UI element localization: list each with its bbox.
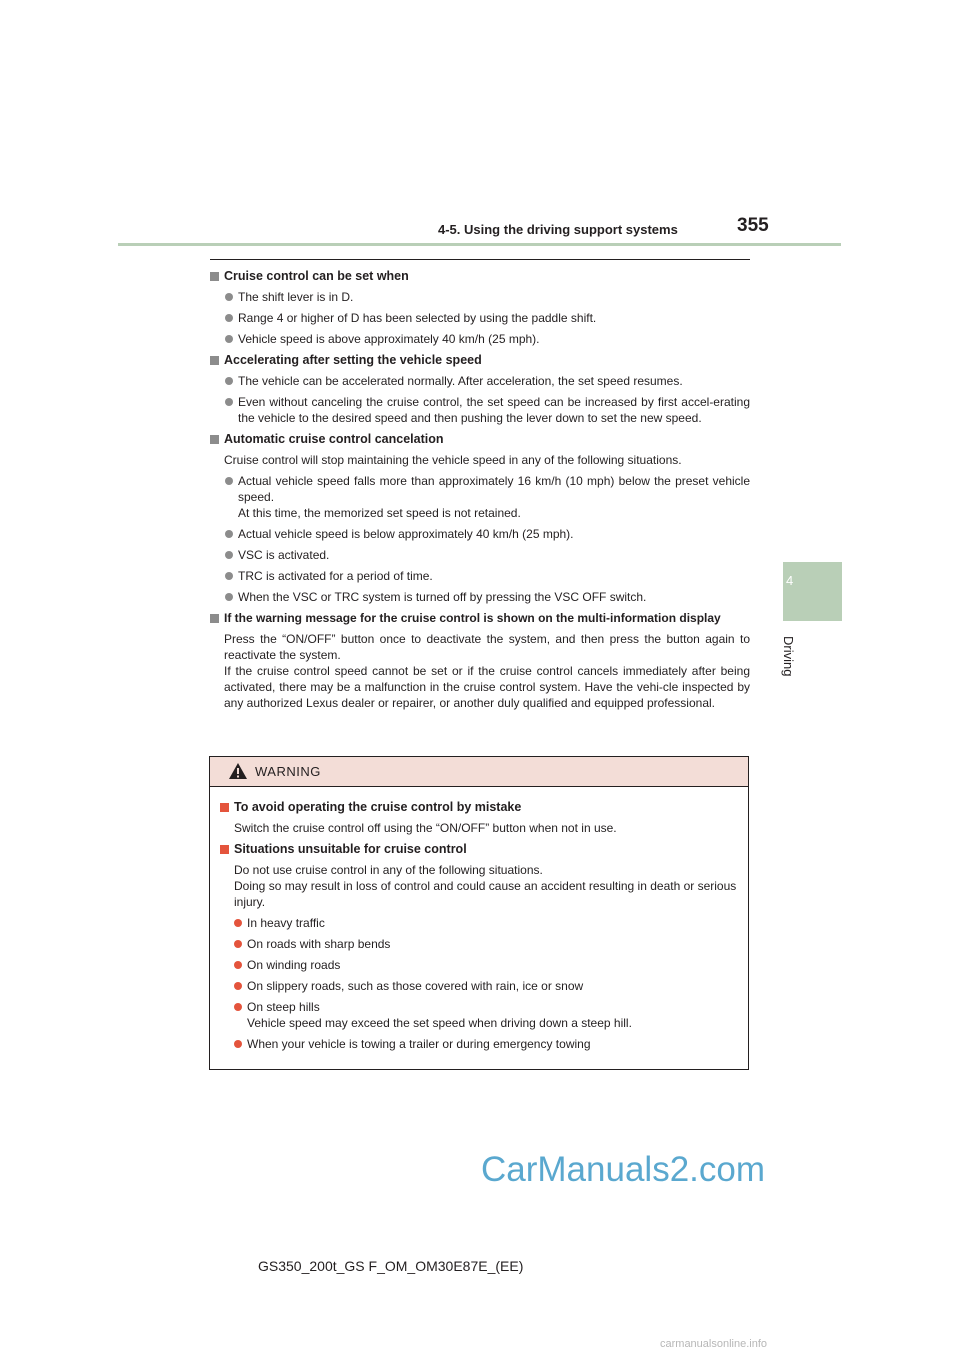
section-heading: Accelerating after setting the vehicle speed [210, 353, 750, 368]
round-bullet-icon [234, 961, 242, 969]
warning-paragraph: Do not use cruise control in any of the following situations. [234, 863, 543, 877]
square-bullet-icon [210, 435, 219, 444]
round-bullet-icon [225, 335, 233, 343]
chapter-tab [783, 562, 842, 621]
round-bullet-icon [234, 982, 242, 990]
page-number: 355 [737, 215, 769, 236]
list-item: The vehicle can be accelerated normally. After acceleration, the set speed resumes. [210, 373, 750, 389]
section-heading: Cruise control can be set when [210, 269, 750, 284]
round-bullet-icon [225, 314, 233, 322]
warning-title: WARNING [255, 764, 321, 779]
list-item: In heavy traffic [214, 915, 738, 931]
list-item: Range 4 or higher of D has been selected by using the paddle shift. [210, 310, 750, 326]
list-item: On roads with sharp bends [214, 936, 738, 952]
list-item: Vehicle speed is above approximately 40 km/h (25 mph). [210, 331, 750, 347]
list-item: On winding roads [214, 957, 738, 973]
round-bullet-icon [234, 940, 242, 948]
list-item: TRC is activated for a period of time. [210, 568, 750, 584]
list-item: Actual vehicle speed falls more than approximately 16 km/h (10 mph) below the preset vehicle speed. At this time, the memorized set speed is not retained. [210, 473, 750, 521]
main-content [210, 259, 750, 711]
list-item: On slippery roads, such as those covered with rain, ice or snow [214, 978, 738, 994]
round-bullet-icon [225, 530, 233, 538]
round-bullet-icon [225, 477, 233, 485]
warning-paragraph: Doing so may result in loss of control and could cause an accident resulting in death or serious injury. [234, 879, 737, 909]
round-bullet-icon [225, 551, 233, 559]
watermark-url: carmanualsonline.info [660, 1338, 768, 1350]
warning-body [210, 787, 748, 1052]
section-paragraph: Cruise control will stop maintaining the vehicle speed in any of the following situations. [224, 453, 682, 467]
list-item: Even without canceling the cruise control, the set speed can be increased by first accel-erating the vehicle to the desired speed and then pushing the lever down to set the new speed. [210, 394, 750, 426]
section-heading: If the warning message for the cruise control is shown on the multi-information display [210, 611, 750, 626]
list-item: VSC is activated. [210, 547, 750, 563]
bullet-note: At this time, the memorized set speed is not retained. [238, 506, 521, 520]
square-bullet-icon [220, 845, 229, 854]
round-bullet-icon [234, 1003, 242, 1011]
chapter-number: 4 [786, 573, 794, 588]
bullet-note: Vehicle speed may exceed the set speed when driving down a steep hill. [247, 1016, 632, 1030]
square-bullet-icon [220, 803, 229, 812]
list-item: Actual vehicle speed is below approximately 40 km/h (25 mph). [210, 526, 750, 542]
square-bullet-icon [210, 614, 219, 623]
watermark-logo: CarManuals2.com [481, 1150, 765, 1189]
round-bullet-icon [234, 1040, 242, 1048]
warning-box [209, 756, 749, 1070]
warning-heading: Situations unsuitable for cruise control [214, 842, 738, 857]
chapter-label: Driving [781, 636, 796, 677]
round-bullet-icon [225, 377, 233, 385]
warning-heading: To avoid operating the cruise control by mistake [214, 800, 738, 815]
list-item: When your vehicle is towing a trailer or during emergency towing [214, 1036, 738, 1052]
warning-paragraph: Switch the cruise control off using the “ON/OFF” button when not in use. [234, 821, 617, 835]
round-bullet-icon [234, 919, 242, 927]
square-bullet-icon [210, 356, 219, 365]
header-rule [118, 243, 841, 246]
list-item: On steep hills Vehicle speed may exceed the set speed when driving down a steep hill. [214, 999, 738, 1031]
list-item: The shift lever is in D. [210, 289, 750, 305]
warning-header [210, 757, 748, 787]
round-bullet-icon [225, 293, 233, 301]
section-paragraph: Press the “ON/OFF” button once to deactivate the system, and then press the button again to reactivate the system. [224, 632, 750, 662]
header-section-title: 4-5. Using the driving support systems [438, 222, 678, 237]
document-code: GS350_200t_GS F_OM_OM30E87E_(EE) [258, 1258, 524, 1274]
list-item: When the VSC or TRC system is turned off by pressing the VSC OFF switch. [210, 589, 750, 605]
warning-triangle-icon [228, 762, 248, 785]
section-heading: Automatic cruise control cancelation [210, 432, 750, 447]
round-bullet-icon [225, 593, 233, 601]
round-bullet-icon [225, 572, 233, 580]
square-bullet-icon [210, 272, 219, 281]
round-bullet-icon [225, 398, 233, 406]
section-paragraph: If the cruise control speed cannot be set or if the cruise control cancels immediately after being activated, there may be a malfunction in the cruise control system. Have the vehi-cle inspected by any authorized Lexus dealer or repairer, or another duly qualified and equipped professional. [224, 664, 750, 710]
